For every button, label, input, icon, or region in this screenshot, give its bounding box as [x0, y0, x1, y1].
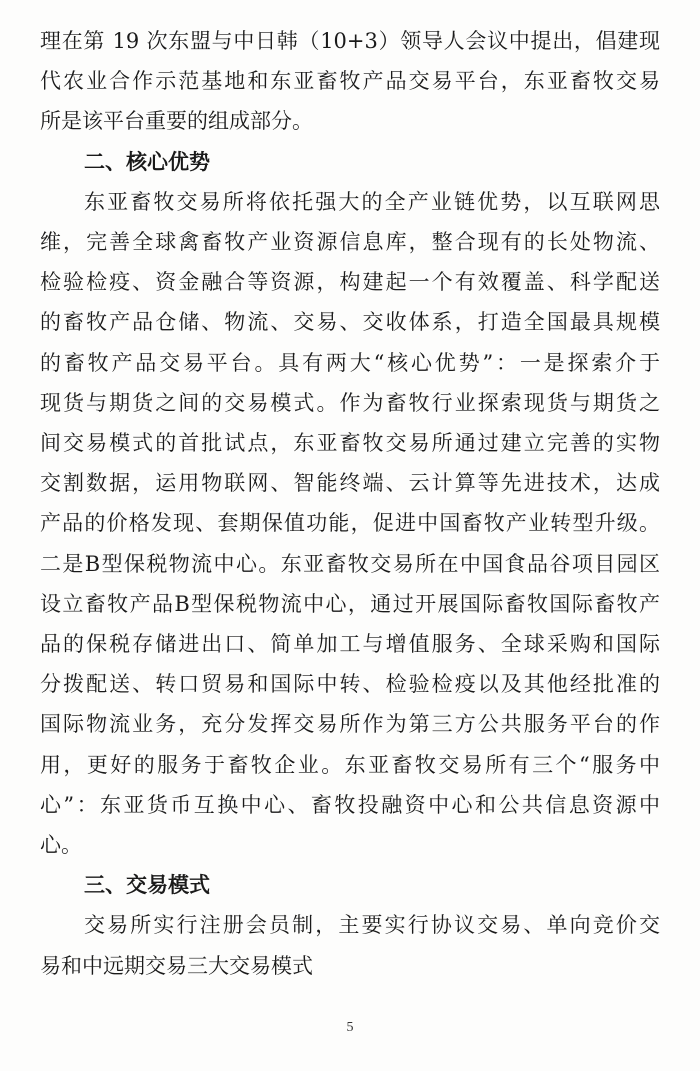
- page-number: 5: [346, 1020, 354, 1035]
- section3-line-2: 易和中远期交易三大交易模式: [40, 954, 313, 978]
- section2-line-15: 用，更好的服务于畜牧企业。东亚畜牧交易所有三个“服务中: [40, 753, 660, 777]
- section2-line-12: 品的保税存储进出口、简单加工与增值服务、全球采购和国际: [40, 632, 660, 656]
- section2-line-6: 现货与期货之间的交易模式。作为畜牧行业探索现货与期货之: [40, 391, 660, 415]
- section-heading-trading-model: 三、交易模式: [84, 873, 210, 897]
- section2-line-16: 心”：东亚货币互换中心、畜牧投融资中心和公共信息资源中: [40, 793, 660, 817]
- section2-line-14: 国际物流业务，充分发挥交易所作为第三方公共服务平台的作: [40, 712, 660, 736]
- intro-line-1: 理在第 19 次东盟与中日韩（10+3）领导人会议中提出，倡建现: [40, 29, 660, 53]
- section2-line-5: 的畜牧产品交易平台。具有两大“核心优势”：一是探索介于: [40, 351, 660, 375]
- section2-line-4: 的畜牧产品仓储、物流、交易、交收体系，打造全国最具规模: [40, 310, 660, 334]
- section2-line-1: 东亚畜牧交易所将依托强大的全产业链优势，以互联网思: [84, 190, 660, 214]
- section2-line-9: 产品的价格发现、套期保值功能，促进中国畜牧产业转型升级。: [40, 511, 660, 535]
- section2-line-2: 维，完善全球禽畜牧产业资源信息库，整合现有的长处物流、: [40, 230, 660, 254]
- section2-line-10: 二是B型保税物流中心。东亚畜牧交易所在中国食品谷项目园区: [40, 552, 660, 576]
- section2-line-8: 交割数据，运用物联网、智能终端、云计算等先进技术，达成: [40, 471, 660, 495]
- section-heading-core-advantages: 二、核心优势: [84, 150, 210, 174]
- section2-line-17: 心。: [40, 833, 82, 857]
- section2-line-13: 分拨配送、转口贸易和国际中转、检验检疫以及其他经批准的: [40, 672, 660, 696]
- intro-line-3: 所是该平台重要的组成部分。: [40, 109, 313, 133]
- section3-line-1: 交易所实行注册会员制，主要实行协议交易、单向竞价交: [84, 913, 660, 937]
- section2-line-11: 设立畜牧产品B型保税物流中心，通过开展国际畜牧国际畜牧产: [40, 592, 660, 616]
- intro-line-2: 代农业合作示范基地和东亚畜牧产品交易平台，东亚畜牧交易: [40, 69, 660, 93]
- section2-line-7: 间交易模式的首批试点，东亚畜牧交易所通过建立完善的实物: [40, 431, 660, 455]
- section2-line-3: 检验检疫、资金融合等资源，构建起一个有效覆盖、科学配送: [40, 270, 660, 294]
